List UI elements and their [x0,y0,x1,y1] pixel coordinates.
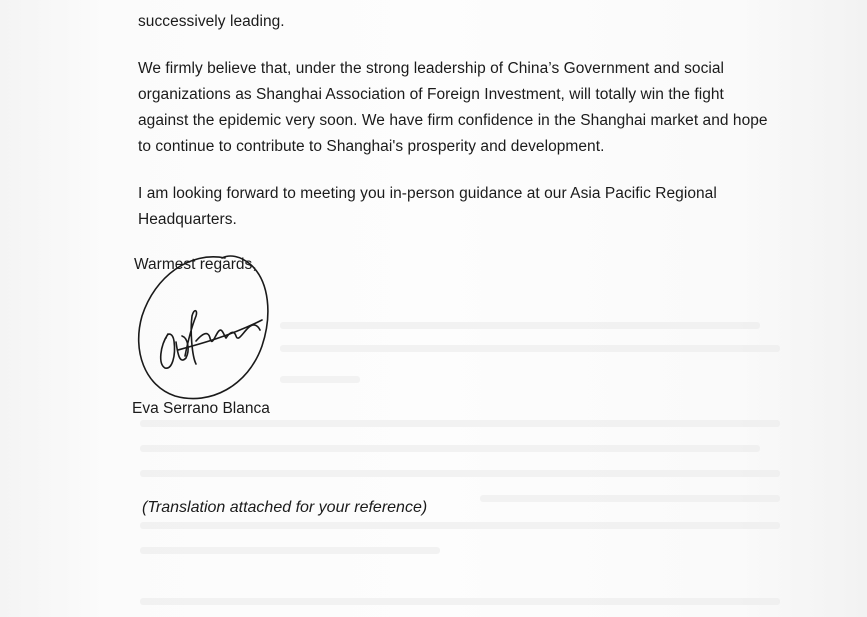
letter-paragraph-meeting: I am looking forward to meeting you in-person guidance at our Asia Pacific Regional Headquarters. [138,185,717,228]
closing-salutation: Warmest regards, [134,256,257,273]
bleed-through-line [140,445,760,452]
bleed-through-line [280,322,760,329]
translation-note: (Translation attached for your reference) [142,499,428,516]
signer-name: Eva Serrano Blanca [132,400,270,417]
bleed-through-line [140,522,780,529]
bleed-through-line [140,470,780,477]
bleed-through-line [140,420,780,427]
handwritten-signature [130,246,280,411]
bleed-through-line [480,495,780,502]
bleed-through-line [280,345,780,352]
bleed-through-line [140,598,780,605]
bleed-through-line [140,547,440,554]
letter-text-fragment: successively leading. [138,13,285,30]
bleed-through-line [280,376,360,383]
letter-paragraph-confidence: We firmly believe that, under the strong leadership of China’s Government and social organizations as Shanghai Association of Foreign Investment, will totally win the fight against the epidemic very soon. We have firm confidence in the Shanghai market and hope to continue to contribute to Shanghai's prosperity and development. [138,60,768,155]
